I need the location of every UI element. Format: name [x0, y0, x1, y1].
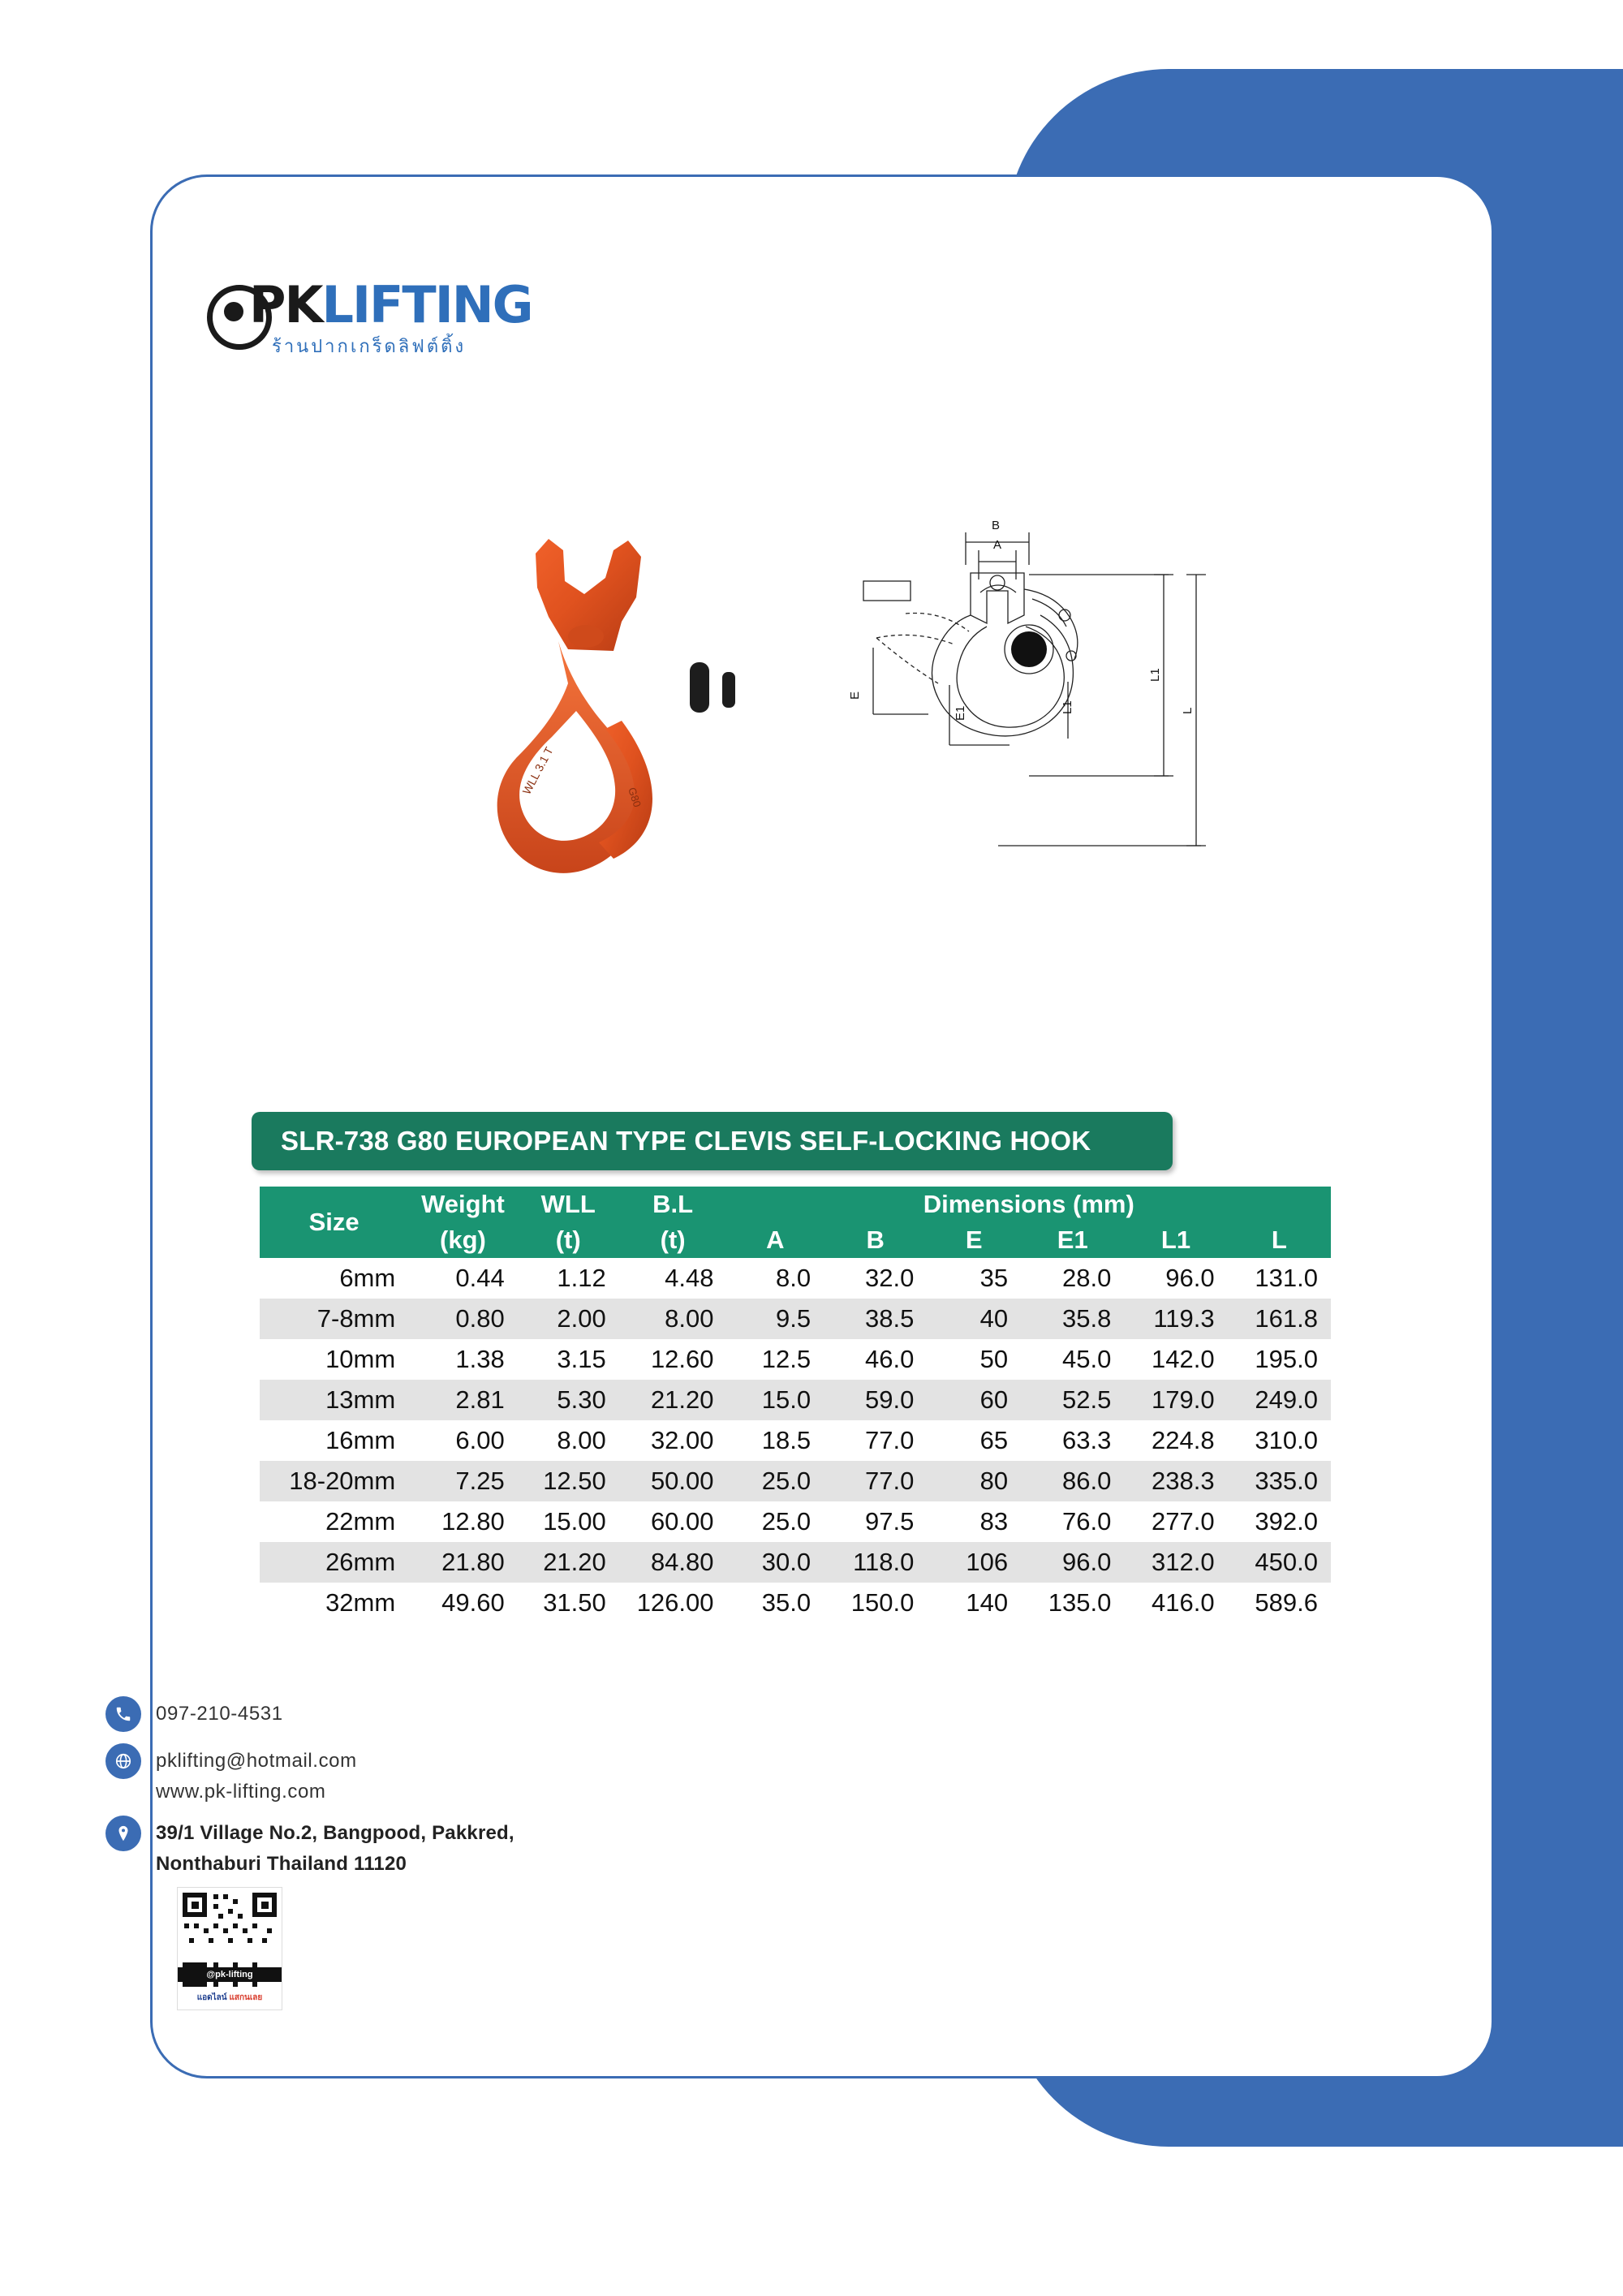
cell-e: 65 — [979, 1426, 1009, 1454]
cell-bl: 12.60 — [650, 1345, 714, 1373]
header-wll: WLL — [518, 1187, 619, 1222]
cell-wll: 21.20 — [543, 1548, 606, 1576]
header-dimensions: Dimensions (mm) — [727, 1187, 1331, 1222]
cell-l: 589.6 — [1255, 1588, 1318, 1617]
cell-weight: 0.44 — [455, 1264, 505, 1292]
cell-e: 106 — [966, 1548, 1009, 1576]
contact-block — [105, 1696, 674, 1889]
contact-phone-row — [105, 1696, 674, 1732]
qr-caption-red: แสกนเลย — [229, 1993, 263, 2002]
cell-b: 46.0 — [865, 1345, 915, 1373]
cell-size: 6mm — [339, 1264, 396, 1292]
header-weight: Weight — [408, 1187, 518, 1222]
cell-l1: 416.0 — [1152, 1588, 1215, 1617]
drawing-label-l: L — [1181, 707, 1195, 714]
phone-icon — [105, 1696, 141, 1732]
cell-wll: 3.15 — [557, 1345, 606, 1373]
logo-pk-text: PK — [249, 275, 322, 334]
cell-weight: 2.81 — [455, 1385, 505, 1414]
cell-wll: 5.30 — [557, 1385, 606, 1414]
header-dim-a: A — [727, 1222, 824, 1258]
cell-l1: 179.0 — [1152, 1385, 1215, 1414]
cell-l: 195.0 — [1255, 1345, 1318, 1373]
cell-l1: 119.3 — [1153, 1304, 1215, 1333]
cell-weight: 6.00 — [455, 1426, 505, 1454]
drawing-label-l1-inner: L1 — [1061, 700, 1074, 714]
cell-e1: 135.0 — [1048, 1588, 1112, 1617]
cell-b: 32.0 — [865, 1264, 915, 1292]
cell-l1: 142.0 — [1152, 1345, 1215, 1373]
cell-b: 77.0 — [865, 1426, 915, 1454]
cell-size: 26mm — [325, 1548, 396, 1576]
cell-size: 13mm — [325, 1385, 396, 1414]
cell-l1: 312.0 — [1152, 1548, 1215, 1576]
contact-address-line2: Nonthaburi Thailand 11120 — [156, 1853, 407, 1876]
header-dim-l1: L1 — [1124, 1222, 1227, 1258]
table-row — [260, 1339, 1331, 1380]
svg-text:G80: G80 — [626, 786, 644, 809]
cell-l1: 224.8 — [1152, 1426, 1215, 1454]
product-photo — [454, 503, 812, 958]
drawing-label-l1: L1 — [1148, 668, 1162, 682]
cell-e1: 76.0 — [1062, 1507, 1112, 1536]
technical-drawing — [828, 511, 1250, 950]
cell-l: 335.0 — [1255, 1467, 1318, 1495]
table-row — [260, 1380, 1331, 1420]
cell-e1: 86.0 — [1062, 1467, 1112, 1495]
header-dim-e: E — [927, 1222, 1021, 1258]
header-weight-unit: (kg) — [408, 1222, 518, 1258]
cell-e: 80 — [979, 1467, 1009, 1495]
cell-l: 249.0 — [1255, 1385, 1318, 1414]
cell-bl: 84.80 — [650, 1548, 714, 1576]
pk-logo-mark-icon — [207, 285, 272, 350]
cell-weight: 12.80 — [441, 1507, 505, 1536]
cell-a: 12.5 — [761, 1345, 812, 1373]
qr-grid — [178, 1888, 282, 1992]
location-pin-icon — [105, 1816, 141, 1851]
cell-b: 77.0 — [865, 1467, 915, 1495]
cell-bl: 32.00 — [650, 1426, 714, 1454]
cell-bl: 21.20 — [650, 1385, 714, 1414]
cell-size: 32mm — [325, 1588, 396, 1617]
cell-e1: 35.8 — [1062, 1304, 1112, 1333]
contact-website-text[interactable]: www.pk-lifting.com — [156, 1780, 326, 1803]
header-dim-e1: E1 — [1021, 1222, 1124, 1258]
contact-web-group — [156, 1743, 357, 1804]
cell-weight: 21.80 — [441, 1548, 505, 1576]
cell-a: 35.0 — [761, 1588, 812, 1617]
line-qr-code[interactable] — [177, 1887, 282, 2010]
drawing-label-e1: E1 — [954, 705, 967, 721]
header-dim-b: B — [824, 1222, 927, 1258]
cell-a: 25.0 — [761, 1507, 812, 1536]
cell-e: 35 — [979, 1264, 1009, 1292]
cell-e: 140 — [966, 1588, 1009, 1617]
cell-bl: 50.00 — [650, 1467, 714, 1495]
logo-thai-subtitle: ร้านปากเกร็ดลิฟต์ติ้ง — [272, 337, 467, 357]
cell-l: 161.8 — [1255, 1304, 1318, 1333]
cell-e: 50 — [979, 1345, 1009, 1373]
drawing-label-e: E — [848, 691, 862, 700]
contact-web-row — [105, 1743, 674, 1804]
table-body — [260, 1258, 1331, 1623]
cell-e: 40 — [979, 1304, 1009, 1333]
drawing-label-a: A — [993, 538, 1002, 552]
cell-b: 59.0 — [865, 1385, 915, 1414]
left-white-margin — [0, 0, 162, 2296]
cell-e1: 96.0 — [1062, 1548, 1112, 1576]
contact-address-row — [105, 1816, 674, 1876]
qr-caption — [178, 1992, 282, 2004]
header-dim-l: L — [1228, 1222, 1331, 1258]
table-row — [260, 1583, 1331, 1623]
product-image-area — [454, 503, 1250, 958]
cell-weight: 0.80 — [455, 1304, 505, 1333]
contact-address-line1: 39/1 Village No.2, Bangpood, Pakkred, — [156, 1822, 514, 1845]
table-header-row-units — [260, 1222, 1331, 1258]
table-header-row-top — [260, 1187, 1331, 1222]
qr-handle-label: @pk-lifting — [178, 1967, 282, 1982]
specification-table — [260, 1187, 1331, 1623]
cell-b: 150.0 — [850, 1588, 915, 1617]
drawing-label-b: B — [992, 519, 1001, 532]
cell-l: 310.0 — [1255, 1426, 1318, 1454]
cell-a: 8.0 — [775, 1264, 812, 1292]
cell-l: 131.0 — [1255, 1264, 1318, 1292]
table-row — [260, 1299, 1331, 1339]
cell-e1: 28.0 — [1062, 1264, 1112, 1292]
cell-b: 118.0 — [853, 1548, 915, 1576]
cell-wll: 31.50 — [543, 1588, 606, 1617]
cell-a: 9.5 — [775, 1304, 812, 1333]
header-bl-unit: (t) — [619, 1222, 727, 1258]
cell-e: 60 — [979, 1385, 1009, 1414]
cell-size: 18-20mm — [289, 1467, 396, 1495]
cell-weight: 7.25 — [455, 1467, 505, 1495]
cell-e1: 45.0 — [1062, 1345, 1112, 1373]
contact-address-group — [156, 1816, 514, 1876]
cell-l1: 96.0 — [1165, 1264, 1215, 1292]
cell-a: 30.0 — [761, 1548, 812, 1576]
cell-wll: 2.00 — [557, 1304, 606, 1333]
cell-weight: 49.60 — [441, 1588, 505, 1617]
cell-bl: 60.00 — [650, 1507, 714, 1536]
cell-a: 25.0 — [761, 1467, 812, 1495]
cell-l: 450.0 — [1255, 1548, 1318, 1576]
globe-icon — [105, 1743, 141, 1779]
cell-e1: 63.3 — [1062, 1426, 1112, 1454]
contact-email-text[interactable]: pklifting@hotmail.com — [156, 1750, 357, 1772]
logo-lifting-text: LIFTING — [321, 275, 532, 334]
cell-weight: 1.38 — [455, 1345, 505, 1373]
cell-bl: 4.48 — [665, 1264, 714, 1292]
header-size: Size — [260, 1187, 408, 1258]
table-row — [260, 1258, 1331, 1299]
cell-wll: 8.00 — [557, 1426, 606, 1454]
cell-b: 97.5 — [865, 1507, 915, 1536]
cell-size: 22mm — [325, 1507, 396, 1536]
qr-caption-thai: แอดไลน์ — [196, 1993, 227, 2002]
table-row — [260, 1501, 1331, 1542]
table-row — [260, 1461, 1331, 1501]
header-bl: B.L — [619, 1187, 727, 1222]
contact-phone-text[interactable]: 097-210-4531 — [156, 1703, 283, 1725]
svg-text:WLL 3.1 T: WLL 3.1 T — [519, 744, 556, 797]
cell-l1: 238.3 — [1152, 1467, 1215, 1495]
cell-wll: 1.12 — [557, 1264, 606, 1292]
page-title: SLR-738 G80 EUROPEAN TYPE CLEVIS SELF-LOCKING HOOK — [281, 1126, 1091, 1156]
cell-wll: 15.00 — [543, 1507, 606, 1536]
cell-e: 83 — [979, 1507, 1009, 1536]
cell-size: 10mm — [325, 1345, 396, 1373]
cell-l: 392.0 — [1255, 1507, 1318, 1536]
cell-size: 16mm — [325, 1426, 396, 1454]
cell-e1: 52.5 — [1062, 1385, 1112, 1414]
cell-wll: 12.50 — [543, 1467, 606, 1495]
table-row — [260, 1420, 1331, 1461]
table-row — [260, 1542, 1331, 1583]
cell-b: 38.5 — [865, 1304, 915, 1333]
cell-bl: 126.00 — [636, 1588, 714, 1617]
cell-a: 15.0 — [761, 1385, 812, 1414]
cell-l1: 277.0 — [1152, 1507, 1215, 1536]
cell-a: 18.5 — [761, 1426, 812, 1454]
product-title-bar — [252, 1112, 1173, 1170]
cell-bl: 8.00 — [665, 1304, 714, 1333]
brand-logo — [207, 275, 548, 377]
cell-size: 7-8mm — [316, 1304, 396, 1333]
header-wll-unit: (t) — [518, 1222, 619, 1258]
